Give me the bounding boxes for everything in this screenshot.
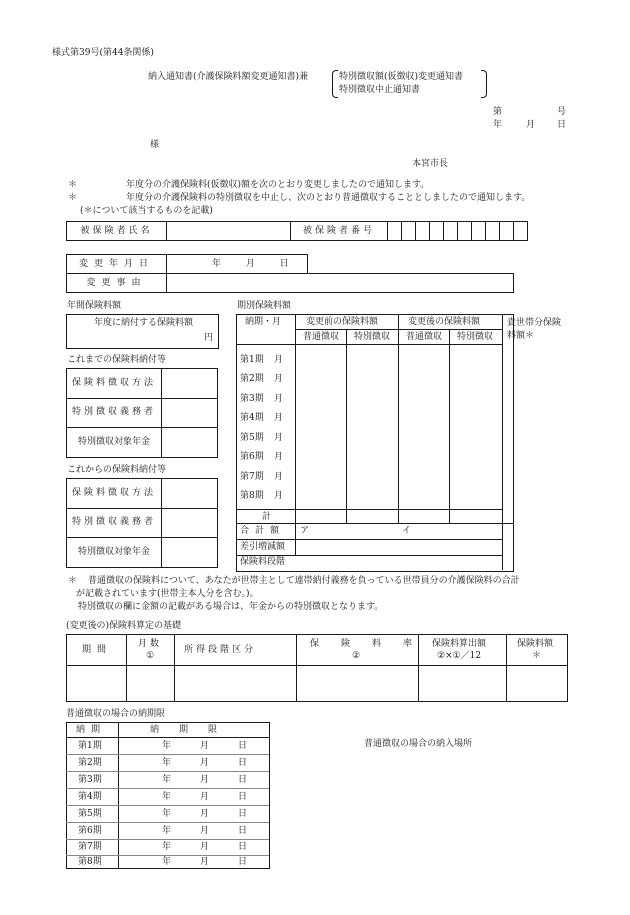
due-day-4: 日 — [238, 792, 248, 802]
period-total-line — [236, 509, 502, 510]
insured-name-cell — [167, 222, 291, 241]
basis-title: (変更後の)保険料算定の基礎 — [66, 621, 182, 631]
sum-label: 合計額 — [240, 526, 286, 536]
due-day-8: 日 — [238, 857, 248, 867]
date-month: 月 — [526, 120, 536, 130]
past-pension-cell — [162, 428, 218, 458]
future-title: これからの保険料納付等 — [67, 465, 167, 475]
due-header-line — [66, 737, 269, 738]
basis-amount-header: 保険料額 — [517, 639, 554, 649]
basis-income-header: 所得段階区分 — [184, 645, 257, 655]
due-deadline-header: 納期限 — [150, 725, 238, 735]
due-month-2: 月 — [200, 758, 210, 768]
basis-header-line — [66, 665, 567, 666]
annual-yen: 円 — [204, 333, 214, 343]
addressee-honorific: 様 — [150, 140, 160, 150]
notice-line-1: 年度分の介護保険料(仮徴収)額を次のとおり変更しましたので通知します。 — [126, 180, 430, 190]
period-month-2: 月 — [274, 374, 284, 384]
left-bracket — [332, 70, 338, 98]
due-day-2: 日 — [238, 758, 248, 768]
due-day-3: 日 — [238, 775, 248, 785]
change-reason-cell — [167, 274, 514, 293]
sum-i-marker: イ — [402, 526, 412, 536]
future-method-label: 保険料徴収方法 — [67, 479, 162, 509]
insured-name-label: 被保険者氏名 — [67, 222, 167, 241]
due-row-line — [66, 839, 269, 840]
stage-label: 保険料段階 — [240, 557, 286, 567]
notice-asterisk-2: ＊ — [68, 193, 78, 203]
change-date-label: 変更年月日 — [67, 255, 167, 274]
due-period-4: 第4期 — [78, 792, 102, 802]
period-month-header: 納期・月 — [245, 317, 282, 327]
due-period-1: 第1期 — [78, 741, 102, 751]
due-col-1 — [118, 722, 119, 868]
period-label-4: 第4期 — [240, 413, 264, 423]
due-year-6: 年 — [162, 826, 172, 836]
right-bracket — [481, 70, 487, 98]
future-method-cell — [162, 479, 218, 509]
past-method-label: 保険料徴収方法 — [67, 369, 162, 399]
insured-number-digit — [388, 222, 402, 241]
insured-number-digit — [458, 222, 472, 241]
period-label-8: 第8期 — [240, 491, 264, 501]
date-year: 年 — [493, 120, 503, 130]
period-title: 期別保険料額 — [237, 301, 292, 311]
due-period-6: 第6期 — [78, 826, 102, 836]
before-special-header: 特別徴収 — [354, 332, 391, 342]
insured-number-digit — [500, 222, 514, 241]
period-col-2 — [346, 329, 347, 523]
basis-rate-mark: ② — [352, 651, 361, 661]
payment-place: 普通徴収の場合の納入場所 — [364, 739, 473, 749]
due-year-7: 年 — [162, 842, 172, 852]
sum-a-marker: ア — [300, 526, 310, 536]
after-header: 変更後の保険料額 — [408, 317, 481, 327]
footnote-line-2: が記載されています(世帯主本人分を含む。)。 — [76, 589, 259, 599]
due-title: 普通徴収の場合の納期限 — [66, 709, 166, 719]
basis-calc-header: 保険料算出額 — [432, 639, 487, 649]
past-obligor-label: 特別徴収義務者 — [67, 398, 162, 428]
before-header: 変更前の保険料額 — [306, 317, 379, 327]
period-label-3: 第3期 — [240, 394, 264, 404]
due-period-2: 第2期 — [78, 758, 102, 768]
due-year-3: 年 — [162, 775, 172, 785]
number-prefix: 第 — [493, 107, 503, 117]
insured-number-digit — [430, 222, 444, 241]
due-year-1: 年 — [162, 741, 172, 751]
after-ordinary-header: 普通徴収 — [406, 332, 443, 342]
period-stage-line — [236, 555, 502, 556]
basis-amount-mark: ＊ — [532, 651, 542, 661]
due-month-4: 月 — [200, 792, 210, 802]
annual-title: 年間保険料額 — [67, 301, 122, 311]
past-method-cell — [162, 369, 218, 399]
insured-number-digit — [444, 222, 458, 241]
period-month-1: 月 — [274, 355, 284, 365]
change-date-blank — [308, 255, 514, 274]
footnote-line-1: 普通徴収の保険料について、あなたが世帯主として連帯納付義務を負っている世帯員分の介護保険料の合計 — [88, 576, 520, 586]
due-month-7: 月 — [200, 842, 210, 852]
basis-period-header: 期間 — [82, 645, 113, 655]
annual-label: 年度に納付する保険料額 — [94, 318, 194, 328]
basis-calc-formula: ②×①／12 — [437, 651, 482, 661]
notice-note: (＊について該当するものを記載) — [80, 206, 213, 216]
footnote-asterisk: ＊ — [68, 576, 78, 586]
period-label-7: 第7期 — [240, 472, 264, 482]
due-year-2: 年 — [162, 758, 172, 768]
due-month-5: 月 — [200, 809, 210, 819]
past-table — [66, 368, 218, 458]
change-date-day: 日 — [279, 258, 289, 269]
insured-number-digit — [514, 222, 528, 241]
period-col-5 — [502, 314, 503, 570]
due-period-8: 第8期 — [78, 857, 102, 867]
due-period-3: 第3期 — [78, 775, 102, 785]
due-month-1: 月 — [200, 741, 210, 751]
due-year-5: 年 — [162, 809, 172, 819]
period-col-3 — [398, 314, 399, 523]
due-period-header: 納期 — [76, 725, 107, 735]
future-pension-cell — [162, 538, 218, 568]
period-label-6: 第6期 — [240, 452, 264, 462]
title-option-2: 特別徴収中止通知書 — [339, 85, 421, 95]
after-special-header: 特別徴収 — [457, 332, 494, 342]
future-obligor-label: 特別徴収義務者 — [67, 508, 162, 538]
past-obligor-cell — [162, 398, 218, 428]
due-period-5: 第5期 — [78, 809, 102, 819]
insured-number-digit — [472, 222, 486, 241]
due-row-line — [66, 754, 269, 755]
future-table — [66, 478, 218, 568]
change-reason-label: 変更事由 — [67, 274, 167, 293]
due-day-6: 日 — [238, 826, 248, 836]
due-day-5: 日 — [238, 809, 248, 819]
change-date-cell — [167, 255, 308, 274]
insured-number-digit — [402, 222, 416, 241]
period-month-3: 月 — [274, 394, 284, 404]
future-pension-label: 特別徴収対象年金 — [67, 538, 162, 568]
period-month-7: 月 — [274, 472, 284, 482]
due-year-4: 年 — [162, 792, 172, 802]
basis-col-2 — [174, 634, 175, 701]
basis-months-mark: ① — [146, 651, 155, 661]
basis-months-header: 月数 — [138, 639, 163, 649]
basis-col-5 — [506, 634, 507, 701]
title-option-1: 特別徴収額(仮徴収)変更通知書 — [339, 72, 464, 82]
insured-number-digit — [486, 222, 500, 241]
period-label-1: 第1期 — [240, 355, 264, 365]
due-row-line — [66, 788, 269, 789]
due-row-line — [66, 805, 269, 806]
due-row-line — [66, 855, 269, 856]
household-header: 貴世帯分保険料額＊ — [507, 318, 562, 341]
basis-col-1 — [126, 634, 127, 701]
due-row-line — [66, 771, 269, 772]
period-label-2: 第2期 — [240, 374, 264, 384]
date-day: 日 — [557, 120, 567, 130]
period-month-6: 月 — [274, 452, 284, 462]
change-date-year: 年 — [212, 258, 222, 269]
due-period-7: 第7期 — [78, 842, 102, 852]
insured-number-label: 被保険者番号 — [291, 222, 388, 241]
document-title: 納入通知書(介護保険料額変更通知書)兼 — [148, 72, 309, 82]
change-table — [66, 254, 514, 293]
before-ordinary-header: 普通徴収 — [303, 332, 340, 342]
period-label-5: 第5期 — [240, 433, 264, 443]
period-col-1 — [295, 314, 296, 556]
due-row-line — [66, 822, 269, 823]
diff-label: 差引増減額 — [240, 542, 286, 552]
basis-rate-header: 保険料率 — [310, 639, 435, 649]
due-month-8: 月 — [200, 857, 210, 867]
form-number: 様式第39号(第44条関係) — [52, 48, 154, 58]
insured-number-digit — [416, 222, 430, 241]
past-title: これまでの保険料納付等 — [67, 355, 167, 365]
period-month-5: 月 — [274, 433, 284, 443]
due-day-7: 日 — [238, 842, 248, 852]
insured-table — [66, 221, 528, 241]
due-month-3: 月 — [200, 775, 210, 785]
past-pension-label: 特別徴収対象年金 — [67, 428, 162, 458]
period-header-bottom — [236, 344, 502, 345]
change-date-month: 月 — [245, 258, 255, 269]
total-label: 計 — [262, 512, 272, 522]
issuer-mayor: 本宮市長 — [412, 159, 449, 169]
period-diff-line — [236, 539, 502, 540]
period-sum-line — [236, 523, 513, 524]
notice-line-2: 年度分の介護保険料の特別徴収を中止し、次のとおり普通徴収することとしましたので通知します。 — [126, 193, 531, 203]
period-month-8: 月 — [274, 491, 284, 501]
due-year-8: 年 — [162, 857, 172, 867]
future-obligor-cell — [162, 508, 218, 538]
number-suffix: 号 — [557, 107, 567, 117]
due-day-1: 日 — [238, 741, 248, 751]
period-month-4: 月 — [274, 413, 284, 423]
notice-asterisk-1: ＊ — [68, 180, 78, 190]
period-col-4 — [449, 329, 450, 523]
footnote-line-3: 特別徴収の欄に金額の記載がある場合は、年金からの特別徴収となります。 — [78, 602, 384, 612]
basis-col-3 — [296, 634, 297, 701]
due-month-6: 月 — [200, 826, 210, 836]
